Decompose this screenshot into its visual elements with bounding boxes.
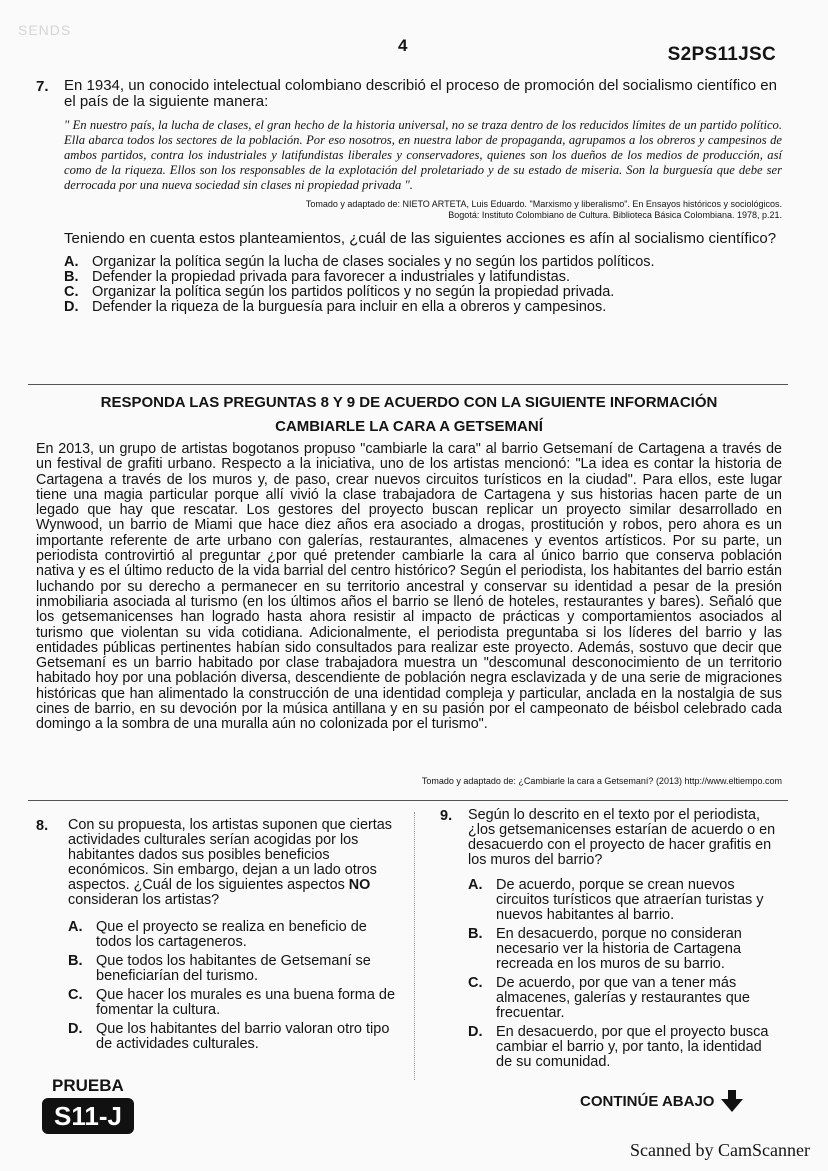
question-7 (36, 78, 782, 315)
option-text: Defender la propiedad privada para favorecer a industriales y latifundistas. (92, 269, 570, 285)
option-text: Organizar la política según los partidos políticos y no según la propiedad privada. (92, 284, 615, 300)
option-letter: A. (468, 877, 483, 893)
question-intro: En 1934, un conocido intelectual colombiano describió el proceso de promoción del socialismo científico en el país de la siguiente manera: (64, 77, 777, 110)
option-b[interactable] (68, 954, 396, 984)
question-text (68, 818, 396, 908)
question-9 (440, 808, 776, 1074)
options-list (64, 255, 782, 315)
option-text: En desacuerdo, porque no consideran necesario ver la historia de Cartagena recreada en los muros de su barrio. (496, 926, 742, 972)
option-letter: A. (64, 254, 79, 270)
option-c[interactable] (64, 285, 782, 300)
option-b[interactable] (468, 927, 776, 972)
option-text: Defender la riqueza de la burguesía para incluir en ella a obreros y campesinos. (92, 299, 607, 315)
divider-line (28, 800, 788, 801)
option-letter: D. (68, 1021, 83, 1037)
option-letter: D. (64, 299, 79, 315)
quote-block: " En nuestro país, la lucha de clases, el gran hecho de la historia universal, no se traza dentro de los reducidos límites de un partido político. Ella abarca todos los sectores de la población. Por eso nosotros, en nuestra labor de propaganda, agrupamos a los obreros y campesinos de ambos partidos, contra los industriales y latifundistas liberales y conservadores, quienes son los dueños de los medios de producción, así como de la riqueza. Ellos son los responsables de la explotación del proletariado y de su estado de miseria. Son la burguesía que debe ser derrocada por una nueva sociedad sin clases ni propiedad privada ". (64, 118, 782, 192)
continue-label: CONTINÚE ABAJO (580, 1092, 715, 1110)
option-letter: B. (468, 926, 483, 942)
option-text: En desacuerdo, por que el proyecto busca cambiar el barrio y, por tanto, la identidad de su comunidad. (496, 1024, 769, 1070)
page-number: 4 (398, 36, 408, 55)
option-letter: C. (68, 987, 83, 1003)
option-a[interactable] (68, 920, 396, 950)
question-number: 8. (36, 818, 49, 834)
option-c[interactable] (468, 976, 776, 1021)
option-c[interactable] (68, 988, 396, 1018)
option-text: Que el proyecto se realiza en beneficio de todos los cartageneros. (96, 919, 367, 950)
question-8 (36, 818, 396, 1056)
option-text: De acuerdo, por que van a tener más almacenes, galerías y restaurantes que frecuentar. (496, 975, 750, 1021)
option-letter: B. (68, 953, 83, 969)
passage-source: Tomado y adaptado de: ¿Cambiarle la cara a Getsemaní? (2013) http://www.eltiempo.com (421, 776, 782, 786)
quote-source (36, 199, 782, 221)
option-letter: B. (64, 269, 79, 285)
options-list (468, 878, 776, 1070)
faint-corner-code: SENDS (18, 22, 72, 38)
option-text: Organizar la política según la lucha de clases sociales y no según los partidos políticos. (92, 254, 655, 270)
option-a[interactable] (64, 255, 782, 270)
exam-code: S2PS11JSC (667, 44, 776, 65)
option-text: De acuerdo, porque se crean nuevos circuitos turísticos que atraerían turistas y nuevos habitantes al barrio. (496, 877, 764, 923)
question-emphasis: NO (348, 877, 371, 893)
option-text: Que todos los habitantes de Getsemaní se beneficiarían del turismo. (96, 953, 371, 984)
option-letter: C. (64, 284, 79, 300)
passage-title: CAMBIARLE LA CARA A GETSEMANÍ (275, 418, 543, 435)
divider-line (28, 384, 788, 385)
option-d[interactable] (68, 1022, 396, 1052)
option-d[interactable] (468, 1025, 776, 1070)
question-text-part: Con su propuesta, los artistas suponen que ciertas actividades culturales serían acogidas por los habitantes dados sus posibles beneficios económicos. Sin embargo, dejan a un lado otros aspectos. ¿Cuál de los siguientes aspectos (68, 817, 392, 893)
option-letter: A. (68, 919, 83, 935)
passage-text: En 2013, un grupo de artistas bogotanos propuso "cambiarle la cara" al barrio Getsemaní de Cartagena a través de un festival de grafiti urbano. Respecto a la iniciativa, uno de los artistas mencionó: "La idea es contar la historia de Cartagena a través de los muros y, de paso, crear nuevos circuitos turísticos en la ciudad". Para ellos, este lugar tiene una magia particular porque allí vivió la clase trabajadora de Cartagena y sus historias hacen parte de un legado que hay que rescatar. Los gestores del proyecto buscan replicar un proyecto similar desarrollado en Wynwood, un barrio de Miami que hace diez años era asociado a drogas, prostitución y robos, pero ahora es un importante referente de arte urbano con galerías, restaurantes, almacenes y eventos artísticos. Por su parte, un periodista controvirtió al preguntar ¿por qué pretender cambiarle la cara al único barrio que conserva población nativa y es el último reducto de la vida barrial del centro histórico? Según el periodista, los habitantes del barrio están luchando por su derecho a permanecer en su territorio ancestral y conservar su identidad a pesar de la presión inmobiliaria asociada al turismo (en los últimos años el barrio se llenó de hoteles, restaurantes y bares). Señaló que los getsemanicenses han logrado hasta ahora resistir al impacto de prácticas y comportamientos asociados al turismo que violentan su vida cotidiana. Adicionalmente, el periodista preguntaba si los líderes del barrio y las entidades públicas pertinentes habían sido consultados para realizar este proyecto. Además, sostuvo que decir que Getsemaní es un barrio habitado por clase trabajadora muestra un "descomunal desconocimiento de un territorio habitado hoy por una población diversa, descendiente de población negra esclavizada y de una serie de migraciones históricas que han alimentado la construcción de una identidad compleja y particular, anclada en la nostalgia de sus cines de barrio, en su devoción por la música antillana y en su pasión por el campeonato de béisbol celebrado cada domingo a la sombra de una muralla aún no colonizada por el turismo". (36, 441, 782, 733)
option-d[interactable] (64, 300, 782, 315)
option-text: Que hacer los murales es una buena forma de fomentar la cultura. (96, 987, 396, 1018)
scanner-watermark: Scanned by CamScanner (630, 1140, 810, 1160)
option-a[interactable] (468, 878, 776, 923)
section-instruction: RESPONDA LAS PREGUNTAS 8 Y 9 DE ACUERDO CON LA SIGUIENTE INFORMACIÓN (100, 394, 718, 411)
question-prompt: Teniendo en cuenta estos planteamientos, ¿cuál de las siguientes acciones es afín al socialismo científico? (64, 230, 777, 247)
prueba-label: PRUEBA (52, 1076, 124, 1095)
source-line-1: Tomado y adaptado de: NIETO ARTETA, Luis Eduardo. "Marxismo y liberalismo". En Ensayos históricos y sociológicos. (305, 199, 782, 209)
source-line-2: Bogotá: Instituto Colombiano de Cultura. Biblioteca Básica Colombiana. 1978, p.21. (448, 210, 782, 220)
question-text: Según lo descrito en el texto por el periodista, ¿los getsemanicenses estarían de acuerdo o en desacuerdo con el proyecto de hacer grafitis en los muros del barrio? (468, 807, 776, 868)
question-text-part: consideran los artistas? (68, 892, 220, 908)
option-letter: D. (468, 1024, 483, 1040)
option-b[interactable] (64, 270, 782, 285)
option-text: Que los habitantes del barrio valoran otro tipo de actividades culturales. (96, 1021, 390, 1052)
options-list (68, 920, 396, 1052)
question-number: 9. (440, 808, 453, 824)
question-number: 7. (36, 78, 49, 95)
test-badge: S11-J (42, 1098, 134, 1134)
option-letter: C. (468, 975, 483, 991)
arrow-down-icon (720, 1090, 744, 1112)
column-divider (414, 812, 415, 1080)
continue-indicator (580, 1090, 744, 1112)
